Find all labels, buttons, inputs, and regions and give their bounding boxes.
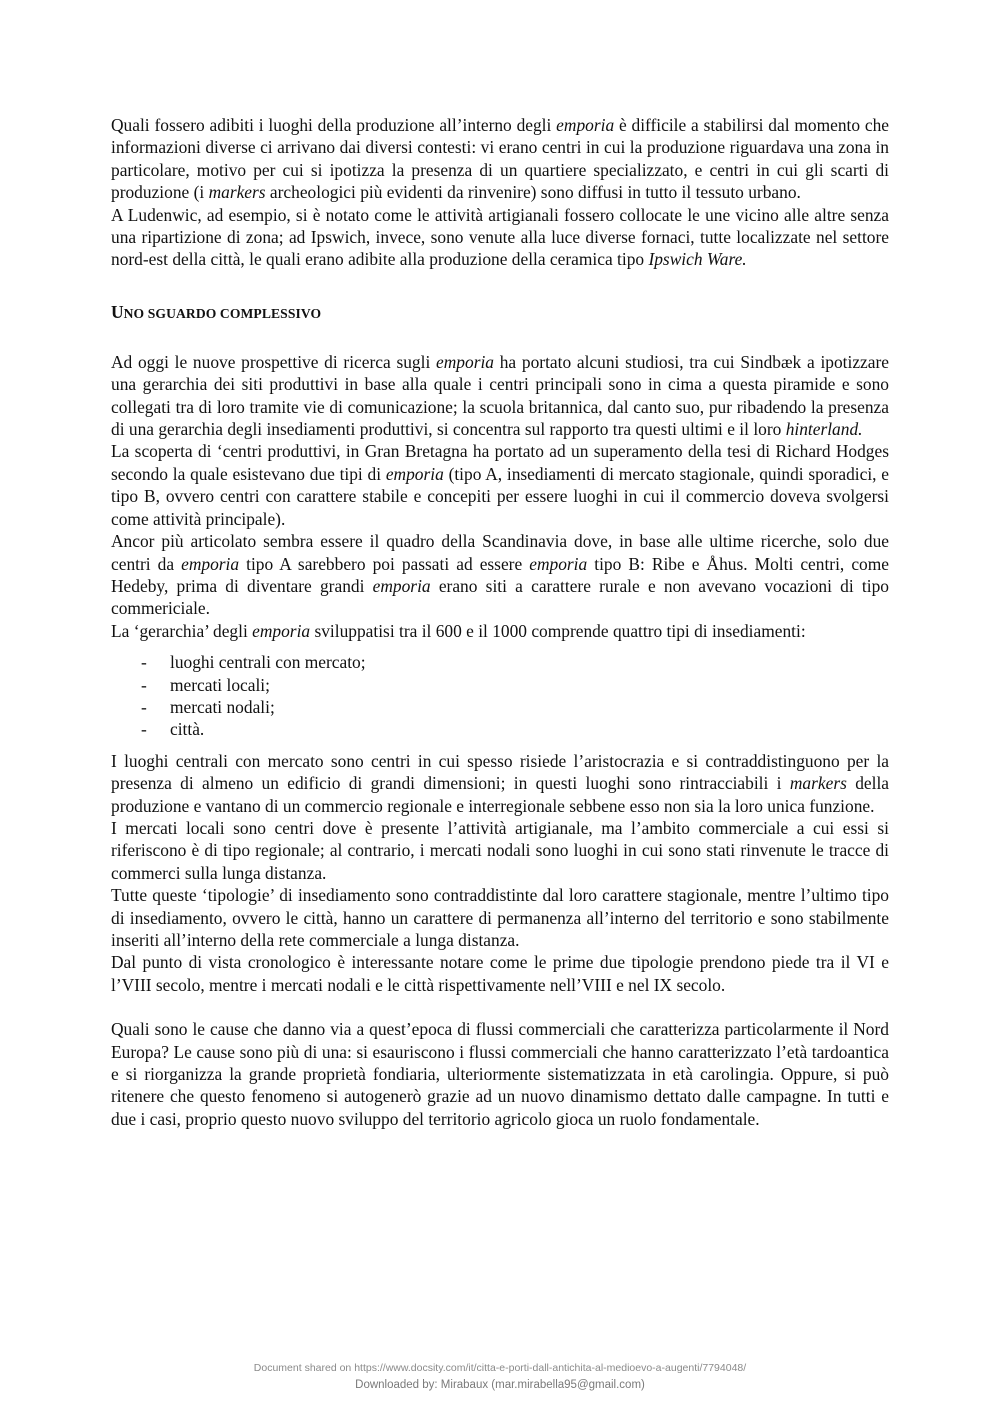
- paragraph: [111, 750, 889, 817]
- list-item: [111, 718, 889, 740]
- list-dash: -: [141, 652, 147, 673]
- settlement-type-list: [111, 651, 889, 741]
- section-heading: [111, 301, 889, 325]
- paragraph: [111, 620, 889, 642]
- text-run: archeologici più evidenti da rinvenire) sono diffusi in tutto il tessuto urbano.: [265, 182, 801, 203]
- text-run: sviluppatisi tra il 600 e il 1000 comprende quattro tipi di insediamenti:: [310, 620, 806, 641]
- section-heading-initial: U: [111, 301, 124, 322]
- text-run: Dal punto di vista cronologico è interessante notare come le prime due tipologie prendono piede tra il VI e l’VIII secolo, mentre i mercati nodali e le città rispettivamente nell’VIII e nel IX secolo.: [111, 952, 889, 995]
- list-item-text: luoghi centrali con mercato;: [170, 652, 366, 673]
- list-item-text: mercati locali;: [170, 674, 270, 695]
- italic-term: emporia: [181, 553, 240, 574]
- italic-term: emporia: [556, 115, 615, 135]
- italic-term: Ipswich Ware.: [648, 249, 747, 270]
- text-run: I luoghi centrali con mercato sono centri in cui spesso risiede l’aristocrazia e si contraddistinguono per la presenza di almeno un edificio di grandi dimensioni; in questi luoghi sono rintracciabili i: [111, 750, 889, 794]
- list-item-text: città.: [170, 719, 205, 740]
- section-heading-text: NO SGUARDO COMPLESSIVO: [123, 305, 322, 321]
- text-run: della produzione e vantano di un commercio regionale e interregionale sebbene esso non sia la loro unica funzione.: [111, 773, 889, 816]
- paragraph: [111, 114, 889, 204]
- list-item: [111, 696, 889, 718]
- paragraph: [111, 440, 889, 530]
- list-item-text: mercati nodali;: [170, 696, 275, 717]
- list-item: [111, 674, 889, 696]
- italic-term: markers: [789, 773, 847, 794]
- text-run: Tutte queste ‘tipologie’ di insediamento sono contraddistinte dal loro carattere stagionale, mentre l’ultimo tipo di insediamento, ovvero le città, hanno un carattere di permanenza all’interno del territorio e sono stabilmente inseriti all’interno della rete commerciale a lunga distanza.: [111, 885, 889, 950]
- list-dash: -: [141, 719, 147, 740]
- paragraph: [111, 204, 889, 271]
- italic-term: emporia: [529, 553, 588, 574]
- list-item: [111, 651, 889, 673]
- text-run: erano siti a carattere rurale e non avevano vocazioni di tipo commericiale.: [111, 575, 889, 619]
- text-run: ha portato alcuni studiosi, tra cui Sindbæk a ipotizzare una gerarchia dei siti produttivi in base alla quale i centri principali sono in cima a questa piramide e sono collegati tra di loro tramite vie di comunicazione; la scuola britannica, dal canto suo, pur ribadendo la presenza di una gerarchia degli insediamenti produttivi, si concentra sul rapporto tra questi ultimi e il loro: [111, 351, 889, 440]
- italic-term: hinterland.: [785, 419, 863, 440]
- paragraph: [111, 530, 889, 620]
- text-run: A Ludenwic, ad esempio, si è notato come le attività artigianali fossero collocate le une vicino alle altre senza una ripartizione di zona; ad Ipswich, invece, sono venute alla luce diverse fornaci, tutte localizzate nel settore nord-est della città, le quali erano adibite alla produzione della ceramica tipo: [111, 204, 889, 270]
- italic-term: markers: [208, 182, 266, 203]
- text-run: La ‘gerarchia’ degli: [111, 620, 253, 641]
- text-run: La scoperta di ‘centri produttivi, in Gran Bretagna ha portato ad un superamento della tesi di Richard Hodges secondo la quale esistevano due tipi di: [111, 441, 889, 484]
- italic-term: emporia: [372, 575, 431, 596]
- paragraph: [111, 351, 889, 441]
- footer-downloaded-by: Downloaded by: Mirabaux (mar.mirabella95@gmail.com): [355, 1379, 645, 1391]
- paragraph: [111, 884, 889, 951]
- list-dash: -: [141, 696, 147, 717]
- paragraph: [111, 951, 889, 996]
- text-run: (tipo A, insediamenti di mercato stagionale, quindi sporadici, e tipo B, ovvero centri con carattere stabile e concepiti per essere luoghi in cui il commercio doveva svolgersi come attività principale).: [111, 463, 889, 529]
- text-run: I mercati locali sono centri dove è presente l’attività artigianale, ma l’ambito commerciale a cui essi si riferiscono è di tipo regionale; al contrario, i mercati nodali sono luoghi in cui sono stati rinvenute le tracce di commerci sulla lunga distanza.: [111, 817, 889, 883]
- text-run: Quali fossero adibiti i luoghi della produzione all’interno degli: [111, 115, 557, 135]
- text-run: è difficile a stabilirsi dal momento che informazioni diverse ci arrivano dai diversi contesti: vi erano centri in cui la produzione riguardava una zona in particolare, motivo per cui si ipotizza la presenza di un quartiere specializzato, e centri in cui gli scarti di produzione (i: [111, 115, 889, 203]
- italic-term: emporia: [252, 620, 311, 641]
- text-run: Ad oggi le nuove prospettive di ricerca sugli: [111, 351, 437, 372]
- text-run: tipo A sarebbero poi passati ad essere: [239, 553, 530, 574]
- list-dash: -: [141, 674, 147, 695]
- italic-term: emporia: [436, 351, 494, 372]
- paragraph: [111, 1018, 889, 1130]
- paragraph: [111, 817, 889, 884]
- text-run: tipo B: Ribe e Åhus. Molti centri, come Hedeby, prima di diventare grandi: [111, 553, 889, 596]
- italic-term: emporia: [385, 463, 444, 484]
- text-run: Ancor più articolato sembra essere il quadro della Scandinavia dove, in base alle ultime ricerche, solo due centri da: [111, 531, 889, 574]
- footer-shared-link[interactable]: Document shared on https://www.docsity.com/it/citta-e-porti-dall-antichita-al-medioevo-a-augenti/7794048/: [253, 1362, 747, 1374]
- text-run: Quali sono le cause che danno via a quest’epoca di flussi commerciali che caratterizza particolarmente il Nord Europa? Le cause sono più di una: si esauriscono i flussi commerciali che hanno caratterizzato l’età tardoantica e si riorganizza la grande proprietà fondiaria, ulteriormente sistematizzata in età carolingia. Oppure, si può ritenere che questo fenomeno si autogenerò grazie ad un nuovo dinamismo dettato dalle campagne. In tutti e due i casi, proprio questo nuovo sviluppo del territorio agricolo gioca un ruolo fondamentale.: [111, 1019, 889, 1129]
- document-body: [111, 114, 889, 1130]
